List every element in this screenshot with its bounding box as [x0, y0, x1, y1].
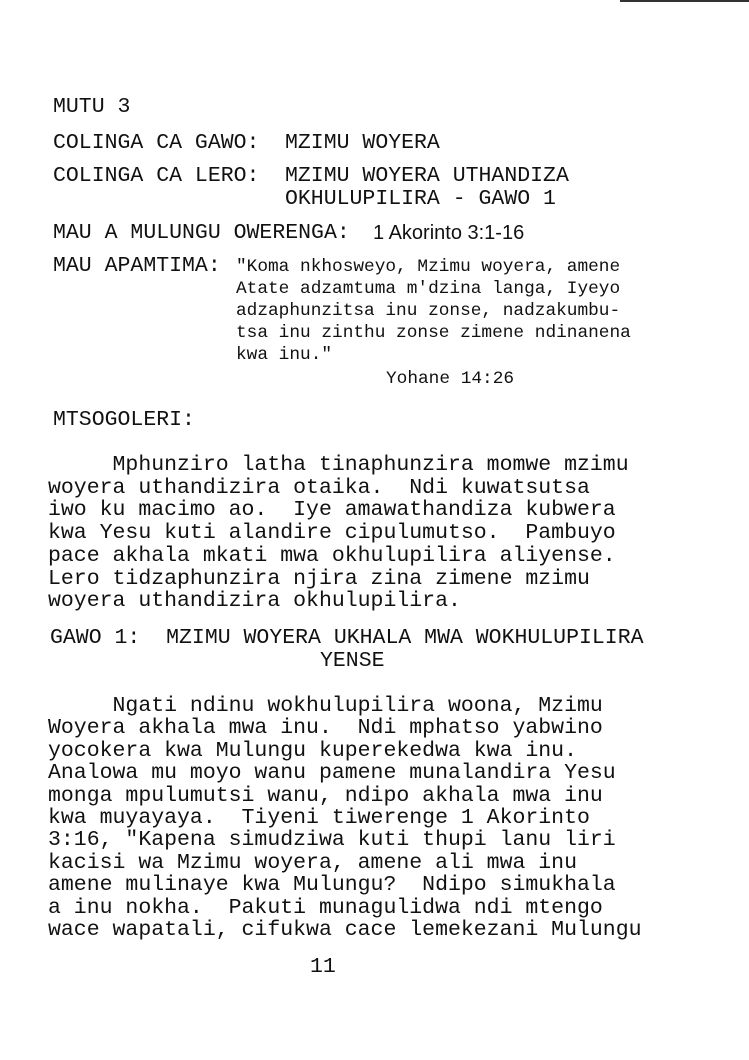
section-heading-line: GAWO 1: MZIMU WOYERA UKHALA MWA WOKHULUPILIRA [50, 626, 644, 650]
text-line: wace wapatali, cifukwa cace lemekezani Mulungu [48, 918, 642, 942]
text-line: 3:16, "Kapena simudziwa kuti thupi lanu liri [48, 828, 616, 853]
unit-value: MZIMU WOYERA [285, 131, 440, 155]
text-line: pace akhala mkati mwa okhulupilira aliyense. [48, 543, 616, 568]
text-line: Ngati ndinu wokhulupilira woona, Mzimu [48, 694, 603, 718]
memory-verse-line: tsa inu zinthu zonse zimene ndinanena [236, 323, 631, 343]
today-label: COLINGA CA LERO: [53, 164, 260, 188]
today-value-line: OKHULUPILIRA - GAWO 1 [285, 187, 556, 211]
reading-value: 1 Akorinto 3:1-16 [373, 222, 525, 244]
page-number: 11 [310, 955, 336, 979]
text-line: a inu nokha. Pakuti munagulidwa ndi mtengo [48, 895, 603, 920]
memory-verse-line: "Koma nkhosweyo, Mzimu woyera, amene [236, 257, 621, 277]
text-line: amene mulinaye kwa Mulungu? Ndipo simukhala [48, 873, 616, 898]
section-heading-line: YENSE [320, 649, 385, 673]
intro-heading: MTSOGOLERI: [53, 408, 195, 432]
memory-label: MAU APAMTIMA: [53, 254, 221, 278]
text-line: monga mpulumutsi wanu, ndipo akhala mwa inu [48, 783, 603, 808]
text-line: kacisi wa Mzimu woyera, amene ali mwa inu [48, 850, 577, 875]
today-value-line: MZIMU WOYERA UTHANDIZA [285, 164, 569, 188]
reading-label: MAU A MULUNGU OWERENGA: [53, 221, 350, 245]
memory-verse-line: adzaphunzitsa inu zonse, nadzakumbu- [236, 301, 621, 321]
memory-verse-reference: Yohane 14:26 [386, 369, 515, 389]
text-line: kwa muyayaya. Tiyeni tiwerenge 1 Akorinto [48, 806, 590, 830]
text-line: yocokera kwa Mulungu kuperekedwa kwa inu. [48, 738, 577, 763]
text-line: Analowa mu moyo wanu pamene munalandira Yesu [48, 761, 616, 786]
unit-label: COLINGA CA GAWO: [53, 131, 260, 155]
scan-edge-rule [620, 0, 749, 2]
text-line: woyera uthandizira okhulupilira. [48, 589, 461, 614]
text-line: woyera uthandizira otaika. Ndi kuwatsutsa [48, 475, 590, 500]
text-line: iwo ku macimo ao. Iye amawathandiza kubwera [48, 498, 616, 523]
memory-verse-line: kwa inu." [236, 345, 333, 365]
text-line: Woyera akhala mwa inu. Ndi mphatso yabwino [48, 716, 603, 741]
lesson-number: MUTU 3 [53, 95, 131, 119]
memory-verse-line: Atate adzamtuma m'dzina langa, Iyeyo [236, 279, 621, 299]
text-line: Lero tidzaphunzira njira zina zimene mzimu [48, 566, 590, 591]
text-line: kwa Yesu kuti alandire cipulumutso. Pambuyo [48, 521, 616, 546]
text-line: Mphunziro latha tinaphunzira momwe mzimu [48, 453, 629, 477]
